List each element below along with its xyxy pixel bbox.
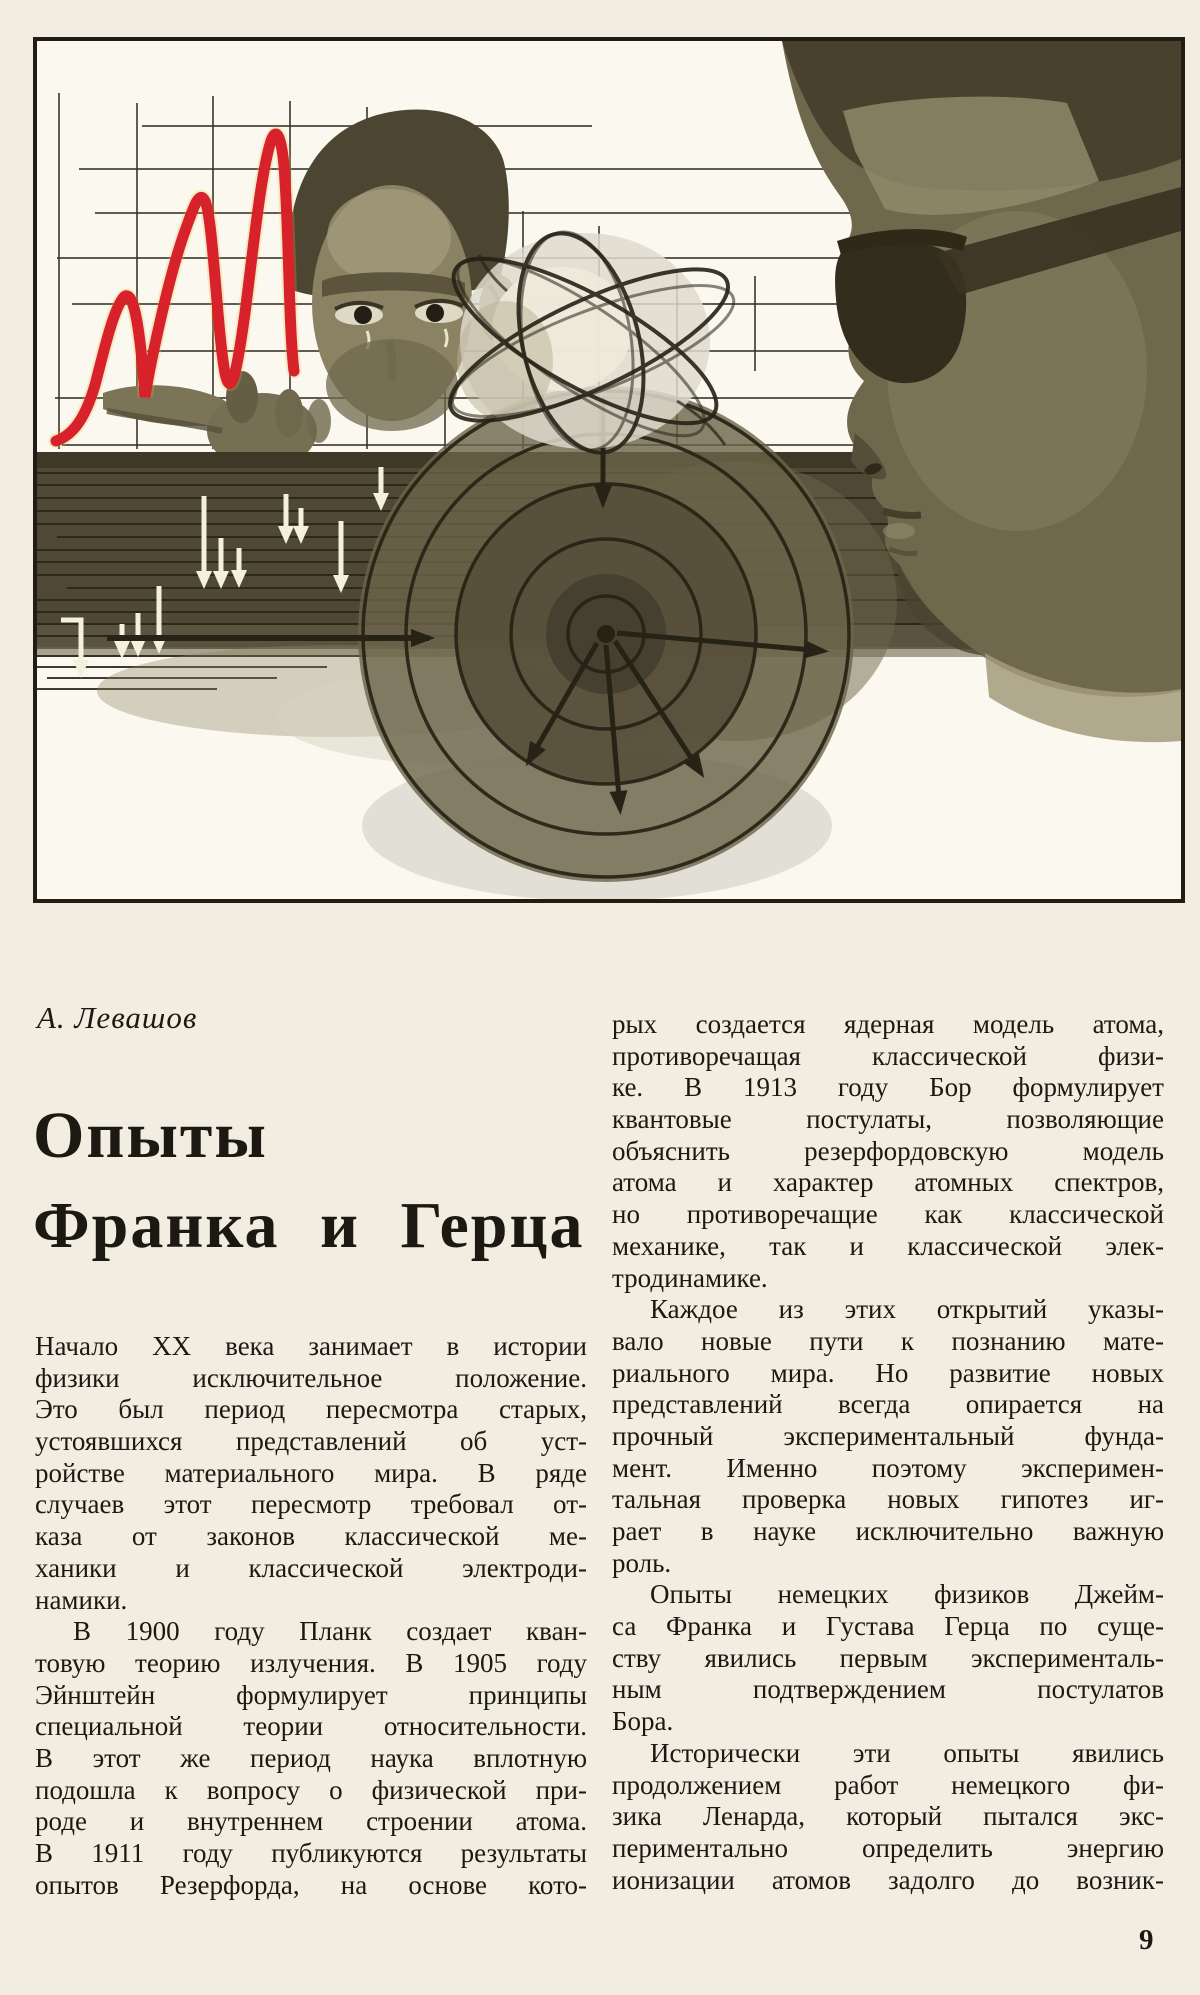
text-line: противоречащая классической физи-: [612, 1040, 1164, 1071]
article-title-line1: Опыты: [33, 1099, 268, 1172]
text-line: В 1900 году Планк создает кван-: [73, 1616, 587, 1647]
text-line: Бора.: [612, 1706, 674, 1737]
text-line: случаев этот пересмотр требовал от-: [35, 1489, 587, 1520]
text-line: Начало XX века занимает в истории: [35, 1331, 587, 1361]
text-line: намики.: [35, 1584, 128, 1615]
illustration-art: [37, 41, 1181, 899]
text-line: роль.: [612, 1547, 672, 1578]
text-line: роде и внутреннем строении атома.: [35, 1806, 587, 1837]
text-line: рает в науке исключительно важную: [612, 1516, 1164, 1546]
text-line: мент. Именно поэтому эксперимен-: [612, 1452, 1164, 1483]
text-line: но противоречащие как классической: [612, 1199, 1164, 1230]
article-author: А. Левашов: [37, 1000, 198, 1035]
text-line: ству явились первым эксперименталь-: [612, 1642, 1164, 1673]
text-line: В 1911 году публикуются результаты: [35, 1838, 587, 1868]
text-line: рых создается ядерная модель атома,: [612, 1009, 1164, 1039]
text-line: каза от законов классической ме-: [35, 1521, 587, 1552]
article-title-line2: Франка и Герца: [33, 1189, 585, 1262]
text-line: ройстве материального мира. В ряде: [35, 1457, 587, 1488]
text-line: товую теорию излучения. В 1905 году: [35, 1647, 587, 1678]
text-line: опытов Резерфорда, на основе кото-: [35, 1869, 587, 1900]
text-line: специальной теории относительности.: [35, 1711, 587, 1742]
text-line: Опыты немецких физиков Джейм-: [650, 1579, 1164, 1610]
text-line: прочный экспериментальный фунда-: [612, 1420, 1164, 1451]
text-line: устоявшихся представлений об уст-: [35, 1426, 587, 1457]
text-line: объяснить резерфордовскую модель: [612, 1135, 1164, 1166]
text-line: ке. В 1913 году Бор формулирует: [612, 1072, 1164, 1103]
text-line: физики исключительное положение.: [35, 1362, 587, 1393]
text-line: ханики и классической электроди-: [35, 1552, 587, 1583]
text-line: зика Ленарда, который пытался экс-: [612, 1801, 1164, 1832]
text-line: вало новые пути к познанию мате-: [612, 1325, 1164, 1356]
header-illustration: [33, 37, 1185, 903]
text-line: механике, так и классической элек-: [612, 1230, 1164, 1261]
text-line: ным подтверждением постулатов: [612, 1674, 1164, 1705]
text-line: Эйнштейн формулирует принципы: [35, 1679, 587, 1710]
text-line: периментально определить энергию: [612, 1832, 1164, 1863]
page-number: 9: [1139, 1924, 1154, 1956]
text-line: атома и характер атомных спектров,: [612, 1167, 1164, 1198]
text-line: риального мира. Но развитие новых: [612, 1357, 1164, 1388]
text-line: В этот же период наука вплотную: [35, 1742, 587, 1773]
text-line: Это был период пересмотра старых,: [35, 1394, 587, 1425]
text-line: са Франка и Густава Герца по суще-: [612, 1611, 1164, 1642]
text-line: тальная проверка новых гипотез иг-: [612, 1484, 1164, 1515]
text-line: продолжением работ немецкого фи-: [612, 1769, 1164, 1800]
text-line: Исторически эти опыты явились: [650, 1737, 1164, 1768]
text-line: подошла к вопросу о физической при-: [35, 1774, 587, 1805]
text-line: квантовые постулаты, позволяющие: [612, 1104, 1164, 1135]
text-line: тродинамике.: [612, 1262, 768, 1293]
column-right: [612, 1009, 1164, 1896]
column-left: [35, 1331, 587, 1901]
text-line: ионизации атомов задолго до возник-: [612, 1864, 1164, 1895]
text-line: Каждое из этих открытий указы-: [650, 1294, 1164, 1325]
text-line: представлений всегда опирается на: [612, 1389, 1164, 1420]
